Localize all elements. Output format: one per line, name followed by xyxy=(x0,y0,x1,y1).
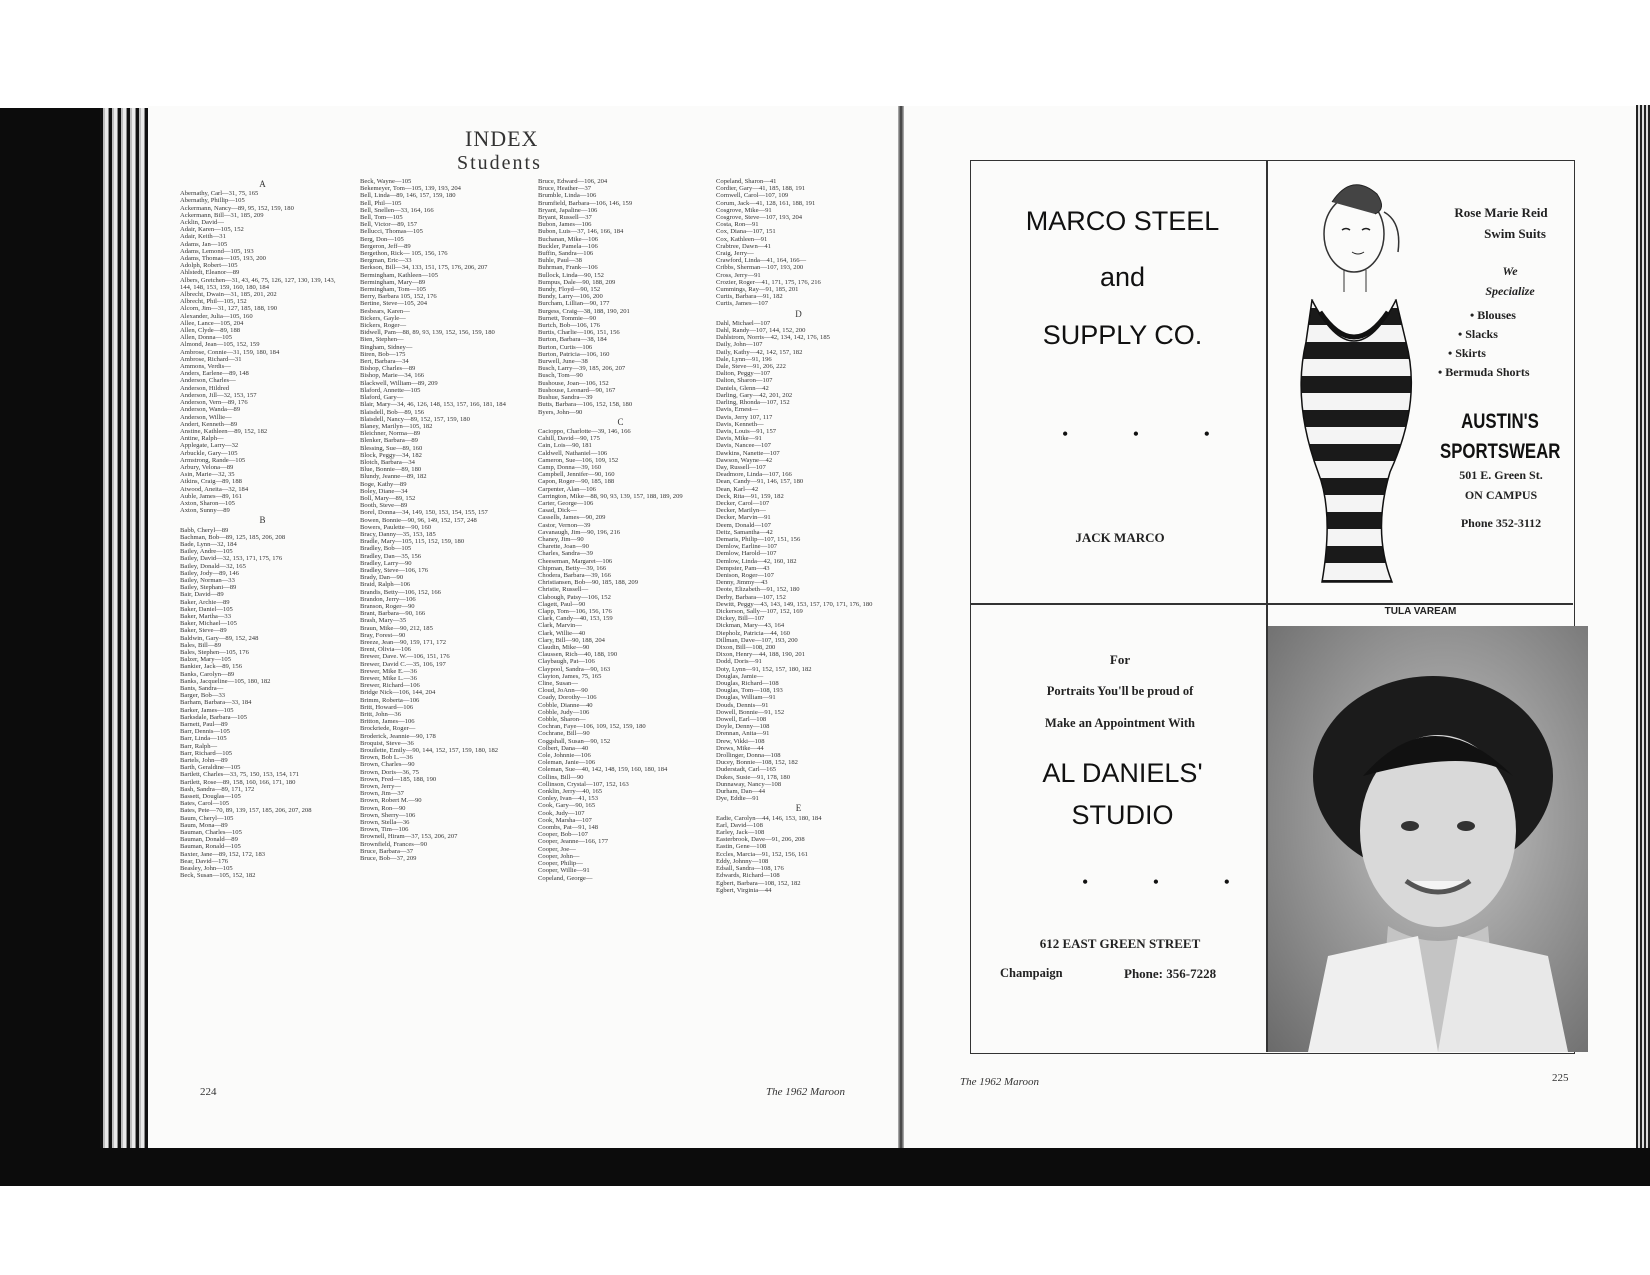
austin-campus: ON CAMPUS xyxy=(1464,488,1538,502)
austin-phone: Phone 352-3112 xyxy=(1460,516,1542,530)
portrait-photo xyxy=(1268,626,1588,1052)
index-entries-d: Dahl, Michael—107 Dahl, Randy—107, 144, 152, 200 Dahlstrom, Norris—42, 134, 142, 176, 185 Daily, John—107 Daily, Kathy—42, 142, 157, 182 Dale, Lynn—91, 196 Dale, Steve—91, 206, 222 Dalton, Peggy—107 Dalton, Sharon—107 Daniels, Glenn—42 Darling, Gary—42, 201, 202 Darling, Rhonda—107, 152 Davis, Ernest— Davis, Jerry 107, 117 Davis, Kenneth— Davis, Louis—91, 157 Davis, Mike—91 Davis, Nancee—107 Dawkins, Nanette—107 Dawson, Wayne—42 Day, Russell—107 Deadmore, Linda—107, 166 Dean, Candy—91, 146, 157, 180 Dean, Karl—42 Deck, Rita—91, 159, 182 Decker, Carol—107 Decker, Marilyn— Decker, Marvin—91 Deem, Donald—107 Deitz, Samantha—42 Demaris, Philip—107, 151, 156 Demlow, Earline—107 Demlow, Harold—107 Demlow, Linda—42, 160, 182 Dempster, Pam—43 Denison, Roger—107 Denny, Jimmy—43 Deote, Elizabeth—91, 152, 180 Derby, Barbara—107, 152 Dewitt, Peggy—43, 143, 149, 153, 157, 170, 171, 176, 180 Dickerson, Sally—107, 152, 169 Dickey, Bill—107 Dickman, Mary—43, 164 Diepholz, Patricia—44, 160 Dillman, Dave—107, 193, 200 Dixon, Bill—108, 200 Dixon, Henry—44, 188, 190, 201 Dodd, Doris—91 Doty, Lynn—91, 152, 157, 180, 182 Douglas, Jamie— Douglas, Richard—108 Douglas, Tom—108, 193 Douglas, William—91 Douds, Dennis—91 Dowell, Bonnie—91, 152 Dowell, Earl—108 Doyle, Denny—108 Drennan, Anita—91 Drew, Vikki—108 Drews, Mike—44 Drollinger, Donna—108 Ducey, Bonnie—108, 152, 182 Duderstadt, Carl—165 Dukes, Susie—91, 178, 180 Dunnaway, Nancy—108 Durham, Dan—44 Dye, Eddie—91 xyxy=(716,319,873,803)
section-letter-b: B xyxy=(259,515,266,526)
index-entries-e: Eadie, Carolyn—44, 146, 153, 180, 184 Earl, David—108 Earley, Jack—108 Easterbrook, Dave—91, 206, 208 Eastin, Gene—108 Eccles, Marcia—91, 152, 156, 161 Eddy, Johnny—108 Edsall, Sandra—108, 176 Edwards, Richard—108 Egbert, Barbara—108, 152, 182 Egbert, Virginia—44 xyxy=(716,814,822,894)
index-column-4 xyxy=(716,178,881,894)
section-letter-e: E xyxy=(795,803,802,814)
scan-left-edge xyxy=(0,108,116,1148)
austin-name-line1: AUSTIN'S xyxy=(1461,410,1539,433)
austin-we: We xyxy=(1502,264,1518,278)
page-gutter xyxy=(898,106,904,1148)
scan-top-margin xyxy=(0,0,1650,108)
daniels-phone: Phone: 356-7228 xyxy=(1124,966,1217,981)
daniels-name-line2: STUDIO xyxy=(1071,800,1174,830)
ad-divider-horizontal xyxy=(970,603,1573,605)
marco-title-line2: and xyxy=(1099,262,1146,292)
section-letter-a: A xyxy=(259,179,266,189)
austin-item-blouses: • Blouses xyxy=(1470,308,1516,322)
index-entries-c-end: Copeland, Sharon—41 Cordier, Gary—41, 185, 188, 191 Cornwell, Carol—107, 109 Corum, Jack—41, 128, 161, 188, 191 Cosgrove, Mike—91 Cosgrove, Steve—107, 193, 204 Costa, Ron—91 Cox, Diana—107, 151 Cox, Kathleen—91 Crabtree, Dawn—41 Craig, Jerry— Crawford, Linda—41, 164, 166— Cribbs, Sherman—107, 193, 200 Cross, Jerry—91 Crozier, Roger—41, 171, 175, 176, 216 Cummings, Ray—91, 185, 201 Curtis, Barbara—91, 182 Curtis, James—107 xyxy=(716,178,821,308)
index-subtitle: Students xyxy=(457,152,542,174)
index-column-3 xyxy=(538,178,703,882)
index-column-2 xyxy=(360,178,525,862)
daniels-line2: Make an Appointment With xyxy=(1045,716,1195,730)
austin-brand-line2: Swim Suits xyxy=(1484,226,1546,241)
marco-dots: • • • xyxy=(1062,424,1240,444)
index-header xyxy=(457,126,665,175)
marco-owner: JACK MARCO xyxy=(1075,530,1165,545)
daniels-line1: Portraits You'll be proud of xyxy=(1046,684,1194,698)
daniels-name-line1: AL DANIELS' xyxy=(1042,758,1203,788)
austin-item-slacks: • Slacks xyxy=(1458,327,1498,341)
left-magazine-title: The 1962 Maroon xyxy=(766,1086,846,1098)
index-entries-a: Abernathy, Carl—31, 75, 165 Abernathy, Phillip—105 Ackermann, Nancy—89, 95, 152, 159, 180 Ackermann, Bill—31, 185, 209 Acklin, David— Adair, Karen—105, 152 Adair, Keith—31 Adams, Jan—105 Adams, Lemond—105, 193 Adams, Thomas—105, 193, 200 Adolph, Robert—105 Ahlstedt, Eleanor—89 Albers, Gretchen—31, 43, 46, 75, 126, 127, 130, 139, 143, 144, 148, 153, 159, 160, 180, 184 Albrecht, Dwain—31, 185, 201, 202 Albrecht, Phil—105, 152 Alcorn, Jim—31, 127, 185, 188, 190 Alexander, Julia—105, 160 Allee, Lance—105, 204 Allen, Clyde—89, 188 Allen, Donna—105 Almond, Jean—105, 152, 159 Ambrose, Connie—31, 159, 180, 184 Ambrose, Richard—31 Ammons, Verdis— Anders, Earlene—89, 148 Anderson, Charles— Anderson, Hildred Anderson, Jill—32, 153, 157 Anderson, Vern—89, 176 Anderson, Wanda—89 Anderson, Willie— Andert, Kenneth—89 Anstine, Kathleen—89, 152, 182 Antine, Ralph— Applegate, Larry—32 Arbuckle, Gary—105 Armstrong, Rande—105 Arbury, Velona—89 Asin, Marie—32, 35 Atkins, Craig—89, 188 Atwood, Aneita—32, 184 Auble, James—89, 161 Axton, Sharon—105 Axton, Sunny—89 xyxy=(180,190,336,515)
section-letter-d: D xyxy=(795,308,802,319)
right-page-number: 225 xyxy=(1552,1072,1569,1084)
section-letter-c: C xyxy=(617,416,624,427)
austin-specialize: Specialize xyxy=(1485,284,1535,298)
austin-item-bermuda: • Bermuda Shorts xyxy=(1438,365,1530,379)
daniels-city: Champaign xyxy=(1000,966,1063,980)
photo-caption: TULA VAREAM xyxy=(1384,606,1457,617)
austin-address: 501 E. Green St. xyxy=(1459,468,1543,482)
austin-item-skirts: • Skirts xyxy=(1448,346,1486,360)
right-magazine-title: The 1962 Maroon xyxy=(960,1076,1040,1088)
daniels-for: For xyxy=(1109,652,1131,667)
marco-title-line1: MARCO STEEL xyxy=(1025,206,1220,236)
book-spine xyxy=(100,108,150,1148)
portrait-figure xyxy=(1268,626,1588,1052)
austin-name-line2: SPORTSWEAR xyxy=(1440,440,1561,463)
austin-brand-line1: Rose Marie Reid xyxy=(1454,205,1548,220)
daniels-address: 612 EAST GREEN STREET xyxy=(1039,936,1201,951)
index-entries-b: Babb, Cheryl—89 Bachman, Bob—89, 125, 185, 206, 208 Bade, Lynn—32, 184 Bailey, Andre—105 Bailey, David—32, 153, 171, 175, 176 Bailey, Donald—32, 165 Bailey, Jody—89, 146 Bailey, Norman—33 Bailey, Stephani—89 Bair, David—89 Baker, Archie—89 Baker, Daniel—105 Baker, Martha—33 Baker, Michael—105 Baker, Steve—89 Baldwin, Gary—89, 152, 248 Bales, Bill—89 Bales, Stephen—105, 176 Balzer, Mary—105 Bankier, Jack—89, 156 Banks, Carolyn—89 Banks, Jacqueline—105, 180, 182 Bants, Sandra— Barger, Bob—33 Barham, Barbara—33, 184 Barker, James—105 Barksdale, Barbara—105 Barnett, Paul—89 Barr, Dennis—105 Barr, Linda—105 Barr, Ralph— Barr, Richard—105 Bartels, John—89 Barth, Geraldine—105 Bartlett, Charles—33, 75, 150, 153, 154, 171 Bartlett, Rose—89, 158, 160, 166, 171, 180 Bash, Sandra—89, 171, 172 Bassett, Douglas—105 Bates, Carol—105 Bates, Pete—70, 89, 139, 157, 185, 206, 207, 208 Baum, Cheryl—105 Baum, Mona—89 Bauman, Charles—105 Bauman, Donald—89 Bauman, Ronald—105 Baxter, Jane—89, 152, 172, 183 Bear, David—176 Beasley, John—105 Beck, Susan—105, 152, 182 xyxy=(180,526,312,880)
index-column-1 xyxy=(180,178,345,880)
marco-title-line3: SUPPLY CO. xyxy=(1042,320,1203,350)
left-page-number: 224 xyxy=(200,1086,217,1098)
swimsuit-illustration xyxy=(1272,172,1432,592)
scan-right-edge xyxy=(1636,105,1650,1150)
index-entries-c: Cacioppo, Charlotte—39, 146, 166 Cahill, David—90, 175 Cain, Lois—90, 181 Caldwell, Nathaniel—106 Cameron, Sue—106, 109, 152 Camp, Donna—39, 160 Campbell, Jennifer—90, 160 Capon, Roger—90, 185, 188 Carpenter, Alan—106 Carrington, Mike—88, 90, 93, 139, 157, 188, 189, 209 Carter, George—106 Casad, Dick— Cassells, James—90, 209 Castor, Vernon—39 Cavanaugh, Jim—90, 196, 216 Chaney, Jim—90 Charette, Joan—90 Charles, Sandra—39 Cheeseman, Margaret—106 Chipman, Betty—39, 166 Chodera, Barbara—39, 166 Christiansen, Bob—90, 185, 188, 209 Christie, Russell— Clabough, Patsy—106, 152 Clagett, Paul—90 Clapp, Tom—106, 156, 176 Clark, Candy—40, 153, 159 Clark, Marvin— Clark, Willie—40 Clary, Bill—90, 188, 204 Claudin, Mike—90 Claussen, Rich—40, 188, 190 Claybaugh, Pat—106 Claypool, Sandra—90, 163 Clayton, James, 75, 165 Cline, Susan— Cloud, JoAnn—90 Coady, Dorothy—106 Cobble, Dianne—40 Cobble, Judy—106 Cobble, Sharon— Cochran, Faye—106, 109, 152, 159, 180 Cochrane, Bill—90 Coggshall, Susan—90, 152 Colbert, Dana—40 Cole, Johnnie—106 Coleman, Janie—106 Coleman, Sue—40, 142, 148, 159, 160, 180, 184 Collins, Bill—90 Collinson, Crystal—107, 152, 163 Conklin, Jerry—40, 165 Conley, Ivan—41, 153 Cook, Gary—90, 165 Cook, Judy—107 Cook, Marsha—107 Coombs, Pat—91, 148 Cooper, Bob—107 Cooper, Jeanne—166, 177 Cooper, Joe— Cooper, John— Cooper, Philip— Cooper, Willie—91 Copeland, George— xyxy=(538,427,683,882)
daniels-dots: • • • xyxy=(1082,872,1260,892)
index-entries-b-cont: Beck, Wayne—105 Bekemeyer, Tom—105, 139, 193, 204 Bell, Linda—89, 146, 157, 159, 180 Bell, Phil—105 Bell, Snellen—33, 164, 166 Bell, Tom—105 Bell, Victor—89, 157 Bellucci, Thomas—105 Berg, Don—105 Bergeron, Jeff—89 Bergethon, Rick— 105, 156, 176 Bergman, Eric—33 Berkson, Bill—34, 133, 151, 175, 176, 206, 207 Bermingham, Kathleen—105 Bermingham, Mary—89 Bermingham, Tom—105 Berry, Barbara 105, 152, 176 Bertine, Steve—105, 204 Besbears, Karen— Bickers, Gayle— Bickers, Roger— Bidwell, Pam—88, 89, 93, 139, 152, 156, 159, 180 Bien, Stephen— Bingham, Sidney— Biren, Bob—175 Bert, Barbara—34 Bishop, Charles—89 Bishop, Marie—34, 166 Blackwell, William—89, 209 Blaford, Annette—105 Blaford, Gary— Blair, Mary—34, 46, 126, 148, 153, 157, 166, 181, 184 Blaisdell, Bob—89, 156 Blaisdell, Nancy—89, 152, 157, 159, 180 Blaney, Marilyn—105, 182 Bleichner, Norma—89 Blenker, Barbara—89 Blessing, Sue—89, 160 Block, Peggy—34, 182 Blotch, Barbara—34 Blue, Bonnie—89, 180 Blundy, Jeanne—89, 182 Boge, Kathy—89 Boley, Diane—34 Boll, Mary—89, 152 Booth, Steve—89 Borel, Donna—34, 149, 150, 153, 154, 155, 157 Bowen, Bonnie—90, 96, 149, 152, 157, 248 Bowers, Paulette—90, 160 Bracy, Danny—35, 153, 185 Bradle, Mary—105, 115, 152, 159, 180 Bradley, Bob—105 Bradley, Dan—35, 156 Bradley, Larry—90 Bradley, Steve—106, 176 Brady, Dan—90 Braid, Ralph—106 Brandis, Betty—106, 152, 166 Brandon, Jerry—106 Branson, Roger—90 Brant, Barbara—90, 166 Brash, Mary—35 Braun, Mike—90, 212, 185 Bray, Forest—90 Breeze, Jean—90, 159, 171, 172 Brent, Olivia—106 Brewer, Dave. W.—106, 151, 176 Brewer, David C.—35, 106, 197 Brewer, Mike E.—36 Brewer, Mike L.—36 Brewer, Richard—106 Bridge Nick—106, 144, 204 Brimm, Roberta—106 Britt, Howard—106 Britt, John—36 Britton, James—106 Brockriede, Roger— Broderick, Jeannie—90, 178 Broquist, Steve—36 Brouilette, Emily—90, 144, 152, 157, 159, 180, 182 Brown, Bob L.—36 Brown, Charles—90 Brown, Doris—36, 75 Brown, Fred—185, 188, 190 Brown, Jerry— Brown, Jim—37 Brown, Robert M.—90 Brown, Ron—90 Brown, Sherry—106 Brown, Stella—36 Brown, Tim—106 Brownell, Hiram—37, 153, 206, 207 Brownfield, Frances—90 Bruce, Barbara—37 Bruce, Bob—37, 209 xyxy=(360,178,506,863)
index-entries-b-end: Bruce, Edward—106, 204 Bruce, Heather—37 Brumble, Linda—106 Brumfield, Barbara—106, 146, 159 Bryant, Japaline—106 Bryant, Russell—37 Bubon, James—106 Bubon, Luis—37, 146, 166, 184 Buchanan, Mike—106 Buckler, Pamela—106 Buffin, Sandra—106 Buhle, Paul—38 Buhrman, Frank—106 Bullock, Linda—90, 152 Bumpus, Dale—90, 188, 209 Bundy, Floyd—90, 152 Bundy, Larry—106, 200 Burcham, Lillian—90, 177 Burgess, Craig—38, 188, 190, 201 Burnett, Tommie—90 Burtch, Bob—106, 176 Burtis, Charlie—106, 151, 156 Burton, Barbara—38, 184 Burton, Curtis—106 Burton, Patricia—106, 160 Burwell, June—38 Busch, Larry—39, 185, 206, 207 Busch, Tom—90 Bushouse, Joan—106, 152 Bushouse, Leonard—90, 167 Bushue, Sandra—39 Butts, Barbara—106, 152, 158, 180 Byers, John—90 xyxy=(538,178,633,416)
scan-bottom-edge xyxy=(0,1148,1650,1186)
index-title: INDEX xyxy=(465,126,539,151)
